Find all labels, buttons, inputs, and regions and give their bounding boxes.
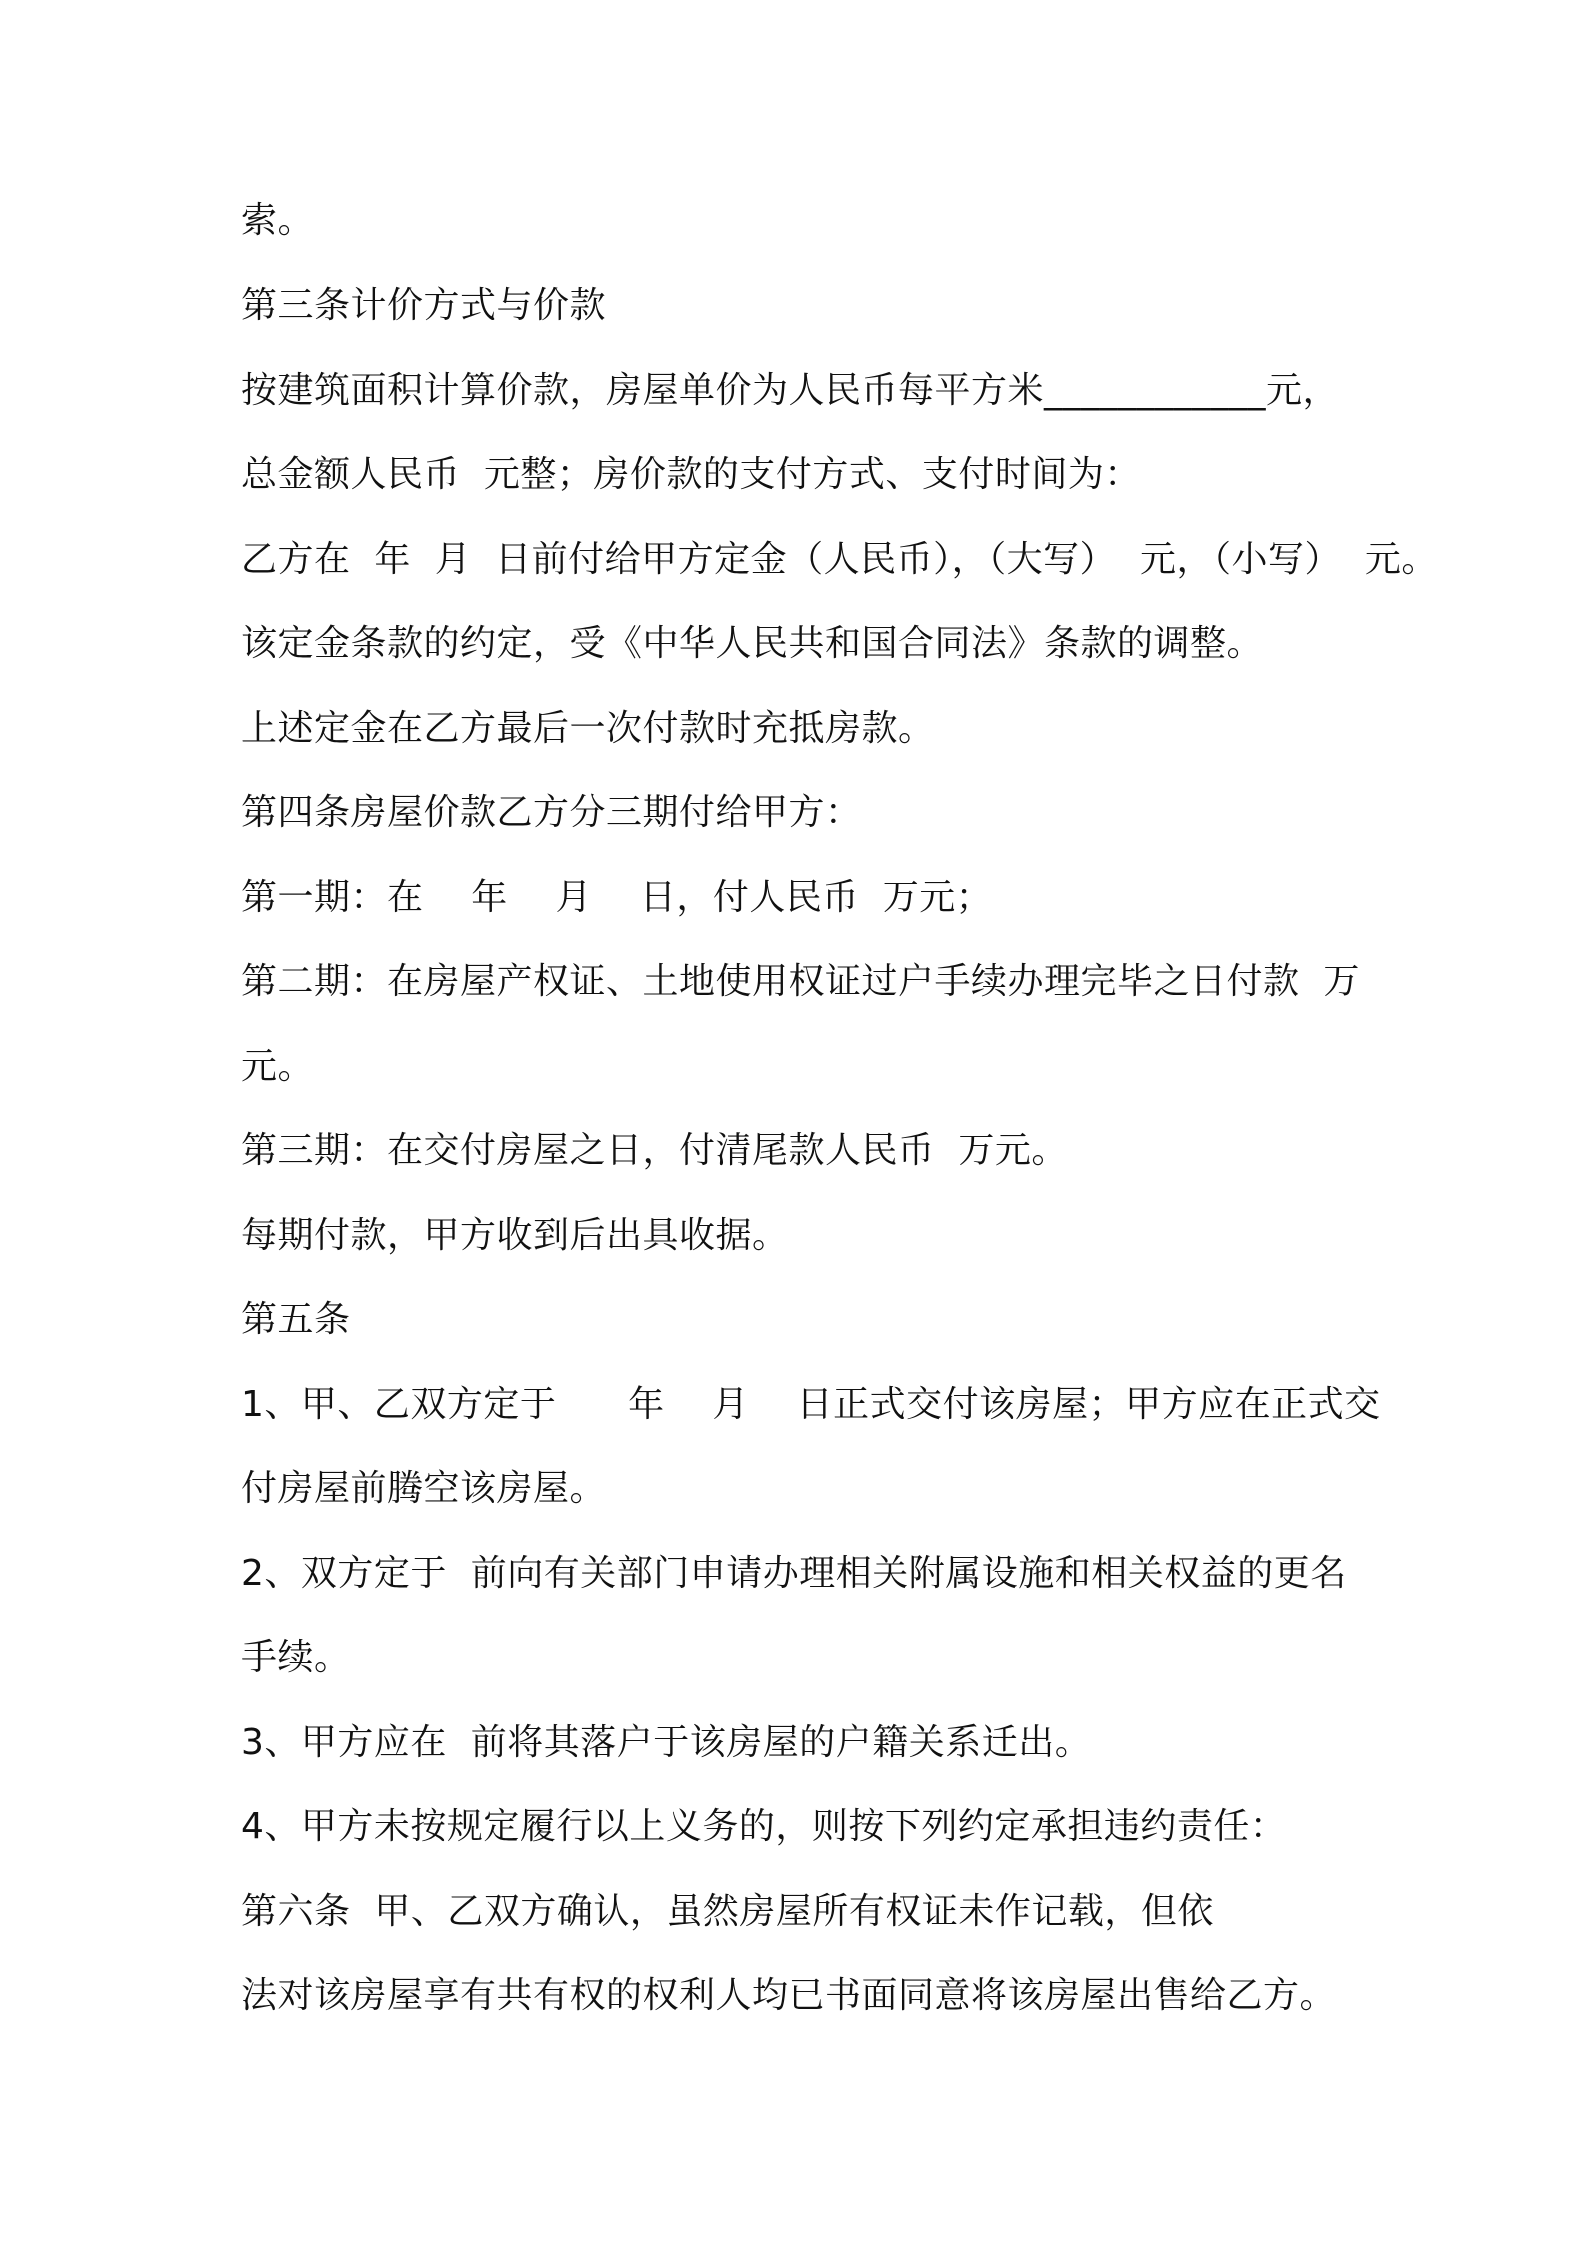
text-line: 法对该房屋享有共有权的权利人均已书面同意将该房屋出售给乙方。 [241,1975,1337,2016]
section-heading-article-4: 第四条房屋价款乙方分三期付给甲方： [241,792,862,833]
text-line: 手续。 [241,1637,351,1678]
section-heading-article-6: 第六条 甲、乙双方确认，虽然房屋所有权证未作记载，但依 [241,1891,1214,1932]
text-line: 3、甲方应在 前将其落户于该房屋的户籍关系迁出。 [241,1722,1092,1763]
text-line: 付房屋前腾空该房屋。 [241,1468,607,1509]
text-line: 按建筑面积计算价款，房屋单价为人民币每平方米____________元， [241,370,1340,411]
text-line: 索。 [241,200,315,241]
text-line: 乙方在 年 月 日前付给甲方定金（人民币），（大写） 元，（小写） 元。 [241,539,1438,580]
text-line: 2、双方定于 前向有关部门申请办理相关附属设施和相关权益的更名 [241,1553,1347,1594]
text-line: 第二期：在房屋产权证、土地使用权证过户手续办理完毕之日付款 万 [241,961,1360,1002]
section-heading-article-3: 第三条计价方式与价款 [241,285,607,326]
text-line: 第一期：在 年 月 日，付人民币 万元； [241,877,993,918]
text-line: 每期付款，甲方收到后出具收据。 [241,1215,789,1256]
section-heading-article-5: 第五条 [241,1299,351,1340]
text-line: 该定金条款的约定，受《中华人民共和国合同法》条款的调整。 [241,623,1264,664]
text-line: 元。 [241,1046,315,1087]
text-line: 1、甲、乙双方定于 年 月 日正式交付该房屋；甲方应在正式交 [241,1384,1381,1425]
text-line: 4、甲方未按规定履行以上义务的，则按下列约定承担违约责任： [241,1806,1287,1847]
text-line: 总金额人民币 元整；房价款的支付方式、支付时间为： [241,454,1141,495]
text-line: 上述定金在乙方最后一次付款时充抵房款。 [241,708,935,749]
text-line: 第三期：在交付房屋之日，付清尾款人民币 万元。 [241,1130,1068,1171]
